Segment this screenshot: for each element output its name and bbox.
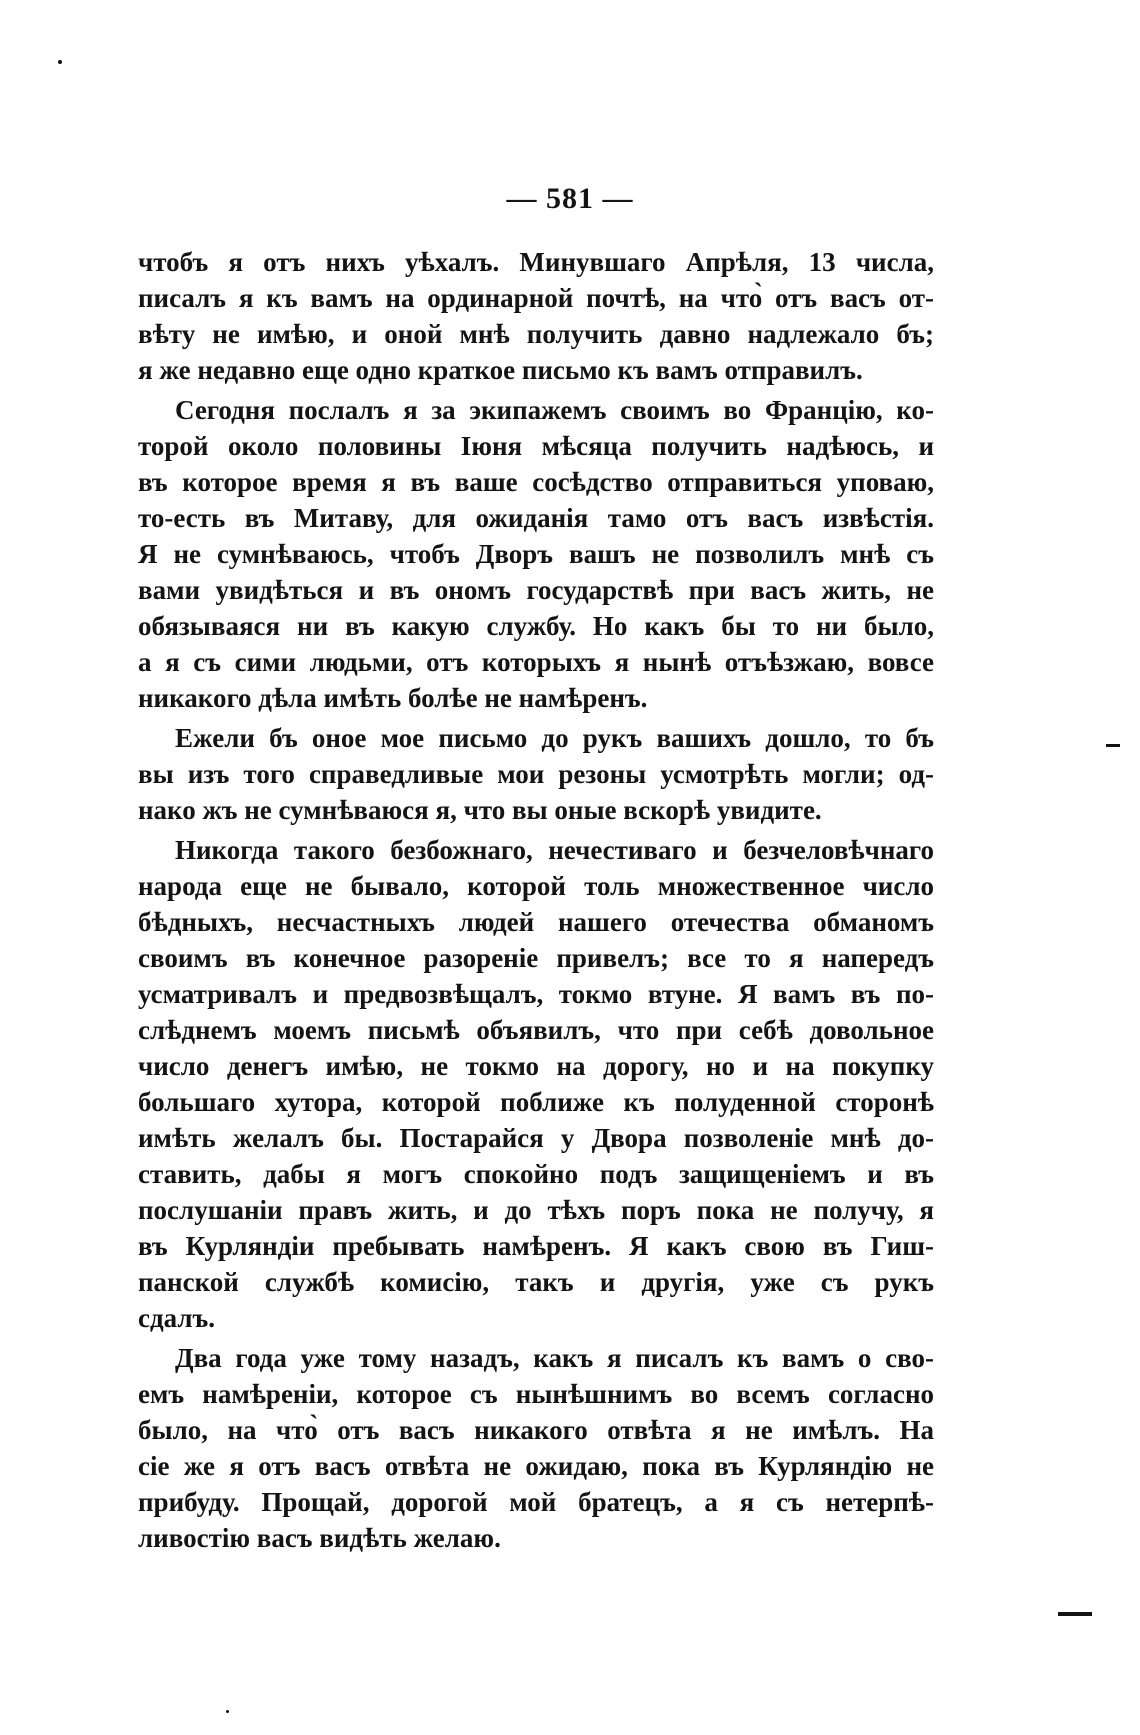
text-line: а я съ сими людьми, отъ которыхъ я нынѣ отъѣзжаю, вовсе xyxy=(138,647,934,677)
text-line: число денегъ имѣю, не токмо на дорогу, но и на покупку xyxy=(138,1051,934,1081)
text-line: нако жъ не сумнѣваюся я, что вы оные вскорѣ увидите. xyxy=(138,795,822,825)
text-line: бѣдныхъ, несчастныхъ людей нашего отечества обманомъ xyxy=(138,907,934,937)
paragraph xyxy=(138,720,934,828)
page-number: — 581 — xyxy=(506,182,634,215)
text-line: обязываяся ни въ какую службу. Но какъ бы то ни было, xyxy=(138,611,934,641)
scan-edge-mark xyxy=(1106,744,1120,747)
text-line: Два года уже тому назадъ, какъ я писалъ къ вамъ о сво- xyxy=(175,1343,934,1373)
text-line: емъ намѣреніи, которое съ нынѣшнимъ во всемъ согласно xyxy=(138,1379,934,1409)
text-line: послушаніи правъ жить, и до тѣхъ поръ пока не получу, я xyxy=(138,1195,934,1225)
text-line: усматривалъ и предвозвѣщалъ, токмо втуне. Я вамъ въ по- xyxy=(138,979,934,1009)
text-line: народа еще не бывало, которой толь множественное число xyxy=(138,871,934,901)
text-line: Сегодня послалъ я за экипажемъ своимъ во Францію, ко- xyxy=(175,395,934,425)
text-line: вами увидѣться и въ ономъ государствѣ при васъ жить, не xyxy=(138,575,934,605)
text-line: имѣть желалъ бы. Постарайся у Двора позволеніе мнѣ до- xyxy=(138,1123,934,1153)
paragraph xyxy=(138,1340,934,1556)
text-line: ставить, дабы я могъ спокойно подъ защищеніемъ и въ xyxy=(138,1159,934,1189)
text-line: никакого дѣла имѣть болѣе не намѣренъ. xyxy=(138,683,648,713)
paragraph xyxy=(138,392,934,716)
text-line: торой около половины Іюня мѣсяца получить надѣюсь, и xyxy=(138,431,934,461)
text-line: чтобъ я отъ нихъ уѣхалъ. Минувшаго Апрѣля, 13 числа, xyxy=(138,247,934,277)
text-line: въ Курляндіи пребывать намѣренъ. Я какъ свою въ Гиш- xyxy=(138,1231,934,1261)
text-line: слѣднемъ моемъ письмѣ объявилъ, что при себѣ довольное xyxy=(138,1015,934,1045)
text-line: Я не сумнѣваюсь, чтобъ Дворъ вашъ не позволилъ мнѣ съ xyxy=(138,539,934,569)
scan-edge-mark xyxy=(1058,1612,1092,1616)
paragraph xyxy=(138,244,934,388)
text-line: ливостію васъ видѣть желаю. xyxy=(138,1523,501,1553)
text-line: Никогда такого безбожнаго, нечестиваго и безчеловѣчнаго xyxy=(175,835,934,865)
text-line: вѣту не имѣю, и оной мнѣ получить давно надлежало бъ; xyxy=(138,319,934,349)
scan-speck xyxy=(226,1710,229,1713)
text-line: въ которое время я въ ваше сосѣдство отправиться уповаю, xyxy=(138,467,934,497)
body-text xyxy=(138,244,934,1556)
text-line: то-есть въ Митаву, для ожиданія тамо отъ васъ извѣстія. xyxy=(138,503,934,533)
text-line: было, на что̀ отъ васъ никакого отвѣта я не имѣлъ. На xyxy=(138,1415,934,1445)
text-line: сіе же я отъ васъ отвѣта не ожидаю, пока въ Курляндію не xyxy=(138,1451,934,1481)
scan-speck xyxy=(58,60,62,64)
text-line: панской службѣ комисію, такъ и другія, уже съ рукъ xyxy=(138,1267,934,1297)
text-line: большаго хутора, которой поближе къ полуденной сторонѣ xyxy=(138,1087,934,1117)
text-line: Ежели бъ оное мое письмо до рукъ вашихъ дошло, то бъ xyxy=(175,723,934,753)
text-line: вы изъ того справедливые мои резоны усмотрѣть могли; од- xyxy=(138,759,934,789)
text-line: своимъ въ конечное разореніе привелъ; все то я напередъ xyxy=(138,943,934,973)
text-line: сдалъ. xyxy=(138,1303,216,1333)
paragraph xyxy=(138,832,934,1336)
text-line: писалъ я къ вамъ на ординарной почтѣ, на что̀ отъ васъ от- xyxy=(138,283,934,313)
text-line: прибуду. Прощай, дорогой мой братецъ, а я съ нетерпѣ- xyxy=(138,1487,934,1517)
text-line: я же недавно еще одно краткое письмо къ вамъ отправилъ. xyxy=(138,355,863,385)
